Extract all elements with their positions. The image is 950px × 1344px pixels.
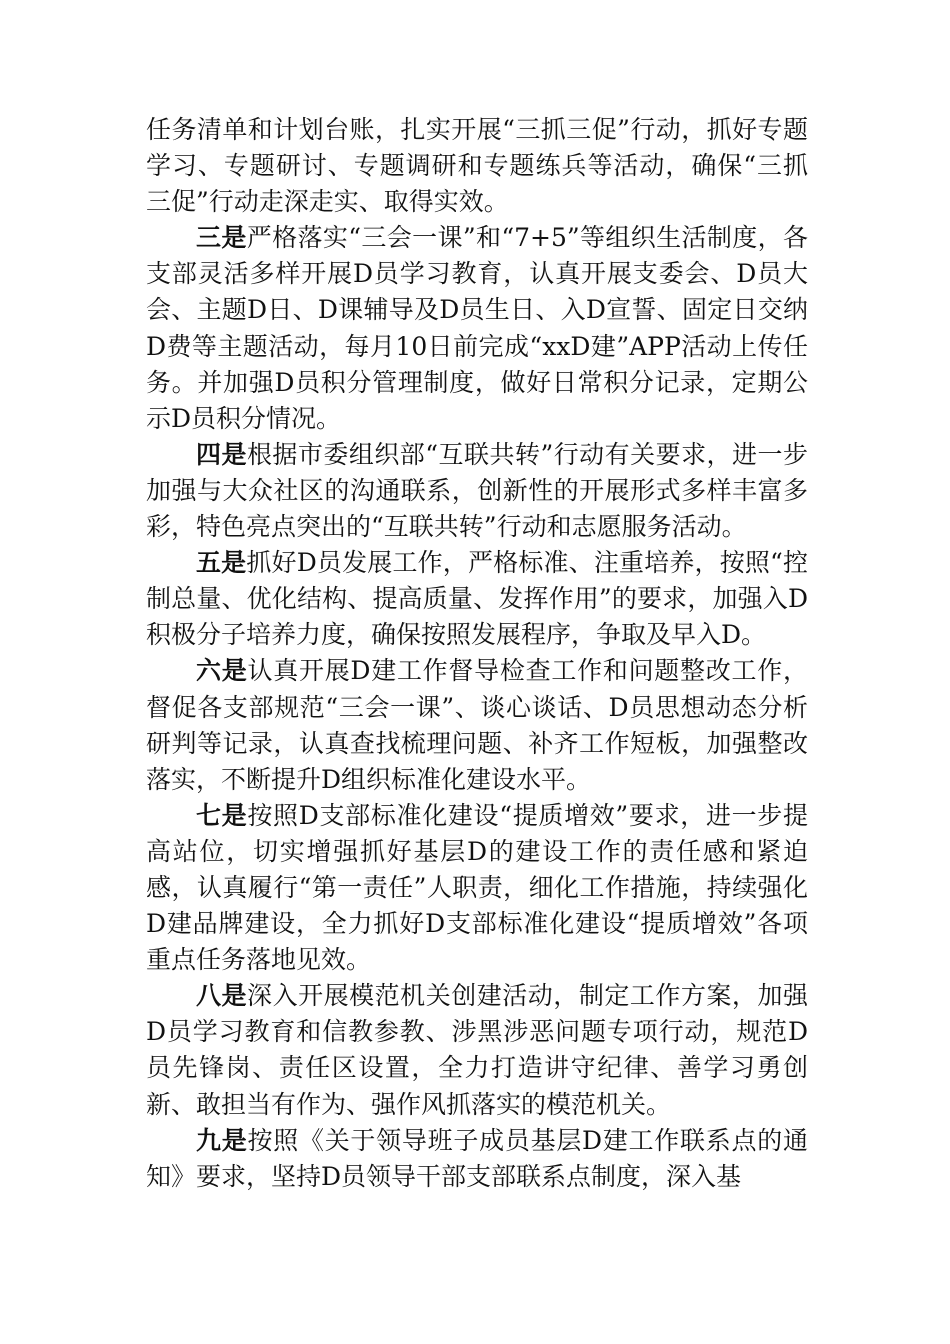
paragraph-lead: 八是 (196, 981, 248, 1011)
paragraph-text: 按照《关于领导班子成员基层D建工作联系点的通知》要求，坚持D员领导干部支部联系点制度，深入基 (146, 1125, 808, 1191)
paragraph-item-8 (146, 978, 808, 1122)
paragraph-text: 严格落实“三会一课”和“7+5”等组织生活制度，各支部灵活多样开展D员学习教育，认真开展支委会、D员大会、主题D日、D课辅导及D员生日、入D宣誓、固定日交纳D费等主题活动，每月10日前完成“xxD建”APP活动上传任务。并加强D员积分管理制度，做好日常积分记录，定期公示D员积分情况。 (146, 223, 808, 433)
paragraph-text: 按照D支部标准化建设“提质增效”要求，进一步提高站位，切实增强抓好基层D的建设工作的责任感和紧迫感，认真履行“第一责任”人职责，细化工作措施，持续强化D建品牌建设，全力抓好D支部标准化建设“提质增效”各项重点任务落地见效。 (146, 800, 808, 975)
paragraph-text: 抓好D员发展工作，严格标准、注重培养，按照“控制总量、优化结构、提高质量、发挥作用”的要求，加强入D积极分子培养力度，确保按照发展程序，争取及早入D。 (146, 548, 808, 650)
paragraph-text: 根据市委组织部“互联共转”行动有关要求，进一步加强与大众社区的沟通联系，创新性的开展形式多样丰富多彩，特色亮点突出的“互联共转”行动和志愿服务活动。 (146, 439, 808, 542)
paragraph-item-9 (146, 1123, 808, 1195)
paragraph-lead: 四是 (196, 439, 247, 469)
document-page (146, 112, 808, 1195)
paragraph-item-4 (146, 437, 808, 545)
paragraph-lead: 六是 (196, 656, 248, 686)
paragraph-lead: 七是 (196, 800, 248, 830)
paragraph-item-6 (146, 653, 808, 797)
paragraph-lead: 三是 (196, 223, 247, 253)
paragraph-item-7 (146, 798, 808, 978)
paragraph-text: 任务清单和计划台账，扎实开展“三抓三促”行动，抓好专题学习、专题研讨、专题调研和专题练兵等活动，确保“三抓三促”行动走深走实、取得实效。 (146, 115, 808, 217)
paragraph-lead: 九是 (196, 1125, 248, 1155)
paragraph-continuation (146, 112, 808, 220)
paragraph-text: 认真开展D建工作督导检查工作和问题整改工作，督促各支部规范“三会一课”、谈心谈话、D员思想动态分析研判等记录，认真查找梳理问题、补齐工作短板，加强整改落实，不断提升D组织标准化建设水平。 (146, 656, 808, 794)
paragraph-item-5 (146, 545, 808, 653)
paragraph-lead: 五是 (196, 548, 247, 578)
paragraph-text: 深入开展模范机关创建活动，制定工作方案，加强D员学习教育和信教参教、涉黑涉恶问题专项行动，规范D员先锋岗、责任区设置，全力打造讲守纪律、善学习勇创新、敢担当有作为、强作风抓落实的模范机关。 (146, 981, 808, 1119)
paragraph-item-3 (146, 220, 808, 437)
